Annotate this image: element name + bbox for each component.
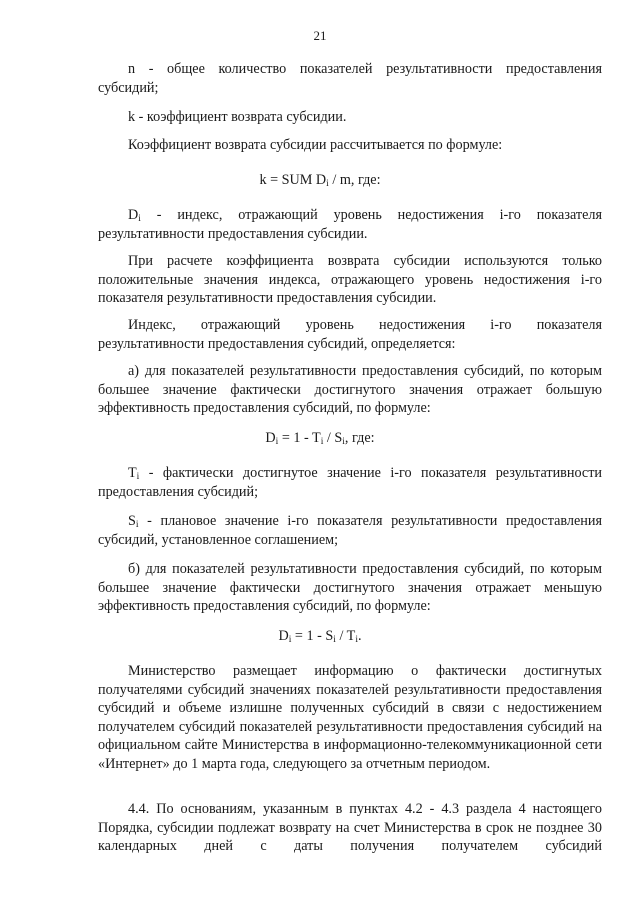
paragraph-k-definition: k - коэффициент возврата субсидии. (128, 109, 347, 125)
formula-d-case-a: $D_i = 1 - T_i / S_i$, где: (265, 430, 375, 447)
formula-k: k = SUM $D_i$ / m, где: (259, 172, 381, 189)
paragraph-n-definition: n - общее количество показателей результативности предоставления субсидий; (98, 61, 602, 96)
paragraph-case-a: а) для показателей результативности предоставления субсидий, по которым большее значение фактически достигнутого значения отражает большую эффективность предоставления субсидий, по формуле: (98, 363, 602, 417)
paragraph-index-definition: Индекс, отражающий уровень недостижения i-го показателя результативности предоставления субсидий, определяется: (98, 317, 602, 352)
paragraph-s-definition: $S_i$ - плановое значение i-го показателя результативности предоставления субсидий, установленное соглашением; (98, 513, 602, 548)
paragraph-positive-values: При расчете коэффициента возврата субсидии используются только положительные значения индекса, отражающего уровень недостижения i-го показателя результативности предоставления субсидии. (98, 253, 602, 307)
paragraph-k-intro: Коэффициент возврата субсидии рассчитывается по формуле: (128, 137, 503, 153)
paragraph-ministry-info: Министерство размещает информацию о фактически достигнутых получателями субсидий значениях показателей результативности предоставления субсидий и объеме излишне полученных субсидий в связи с недостижением получателем субсидий показателей результативности предоставления субсидий на официальном сайте Министерства в информационно-телекоммуникационной сети «Интернет» до 1 марта года, следующего за отчетным периодом. (98, 663, 602, 772)
page-number: 21 (313, 28, 327, 43)
formula-d-case-b: $D_i = 1 - S_i / T_i$. (278, 628, 362, 645)
paragraph-d-definition: $D_i$ - индекс, отражающий уровень недостижения i-го показателя результативности предоставления субсидии. (98, 207, 602, 242)
paragraph-t-definition: $T_i$ - фактически достигнутое значение i-го показателя результативности предоставления субсидий; (98, 465, 602, 500)
paragraph-section-4-4: 4.4. По основаниям, указанным в пунктах 4.2 - 4.3 раздела 4 настоящего Порядка, субсидии подлежат возврату на счет Министерства в срок не позднее 30 календарных дней с даты получения получателем субсидий (98, 801, 602, 855)
paragraph-case-b: б) для показателей результативности предоставления субсидий, по которым большее значение фактически достигнутого значения отражает меньшую эффективность предоставления субсидий, по формуле: (98, 561, 602, 615)
